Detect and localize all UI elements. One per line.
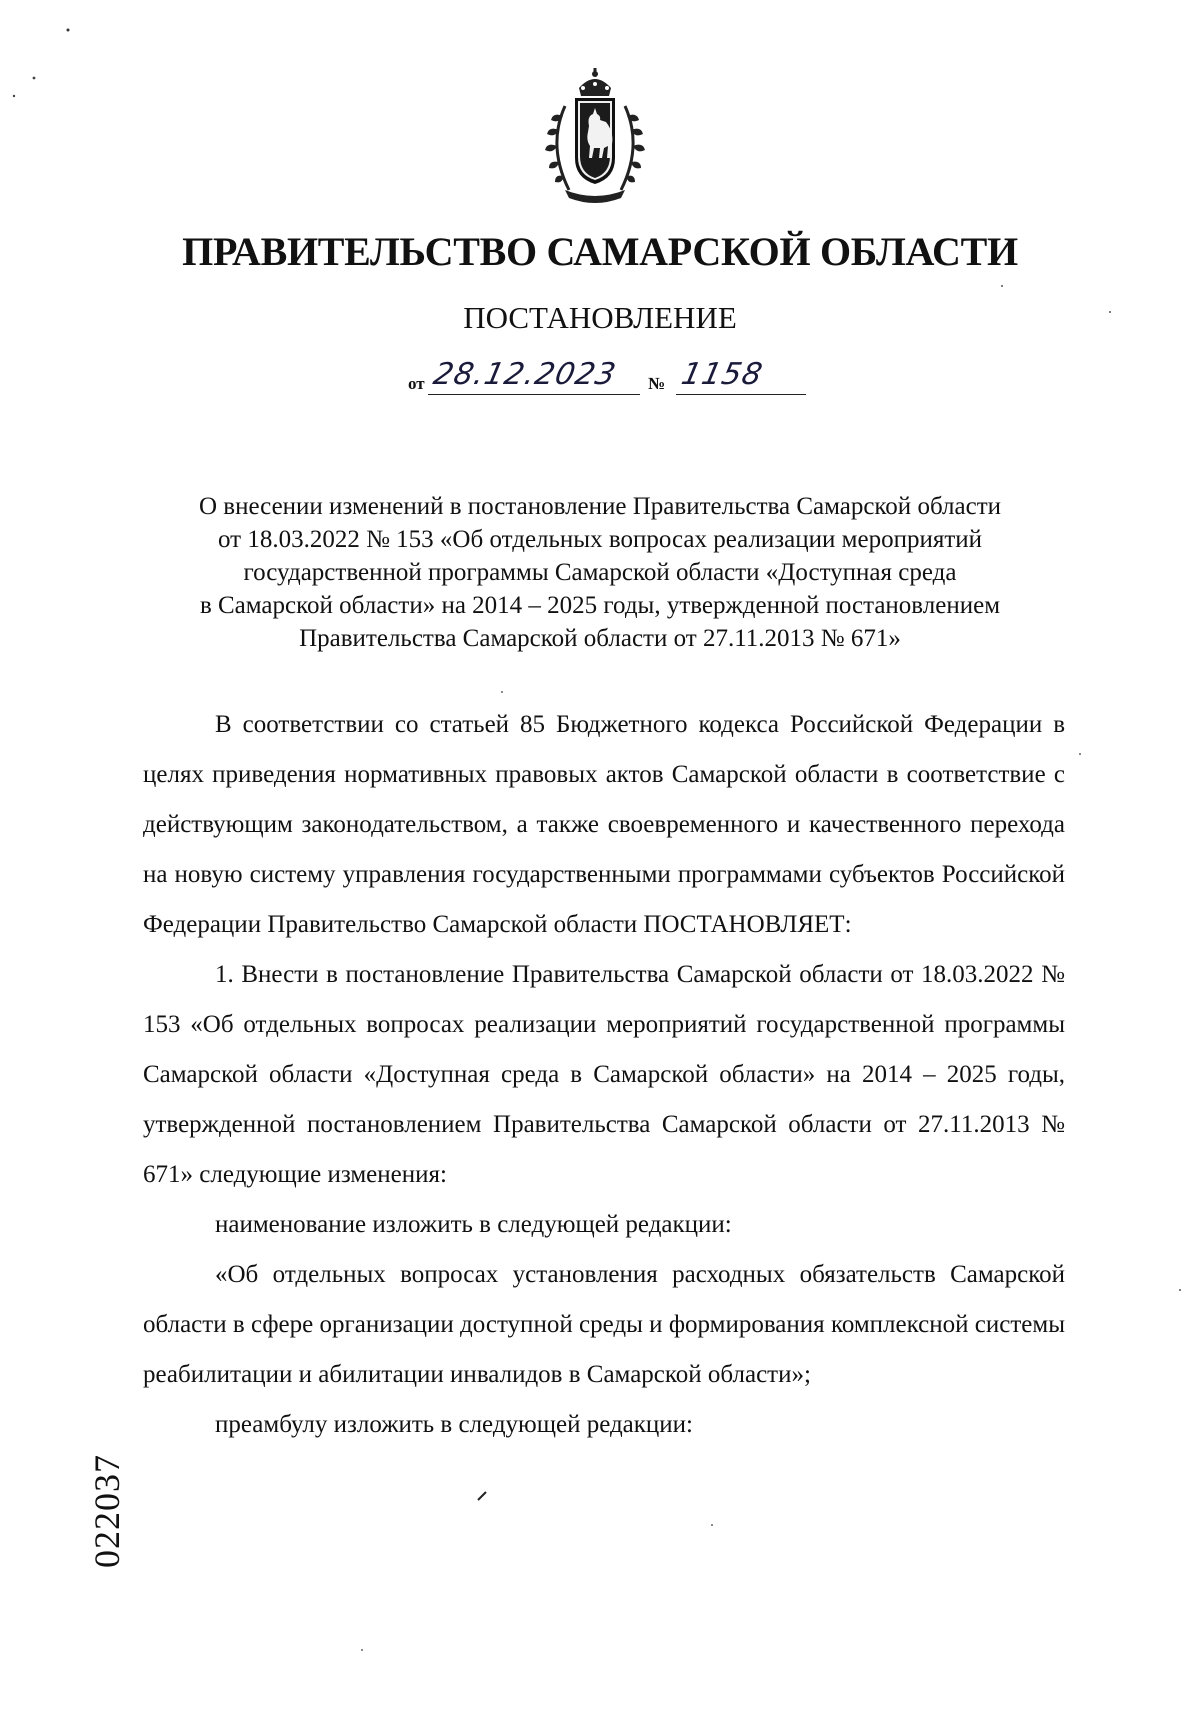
new-name-paragraph: «Об отдельных вопросах установления расходных обязательств Самарской области в сфере организации доступной среды и формирования комплексной системы реабилитации и абилитации инвалидов в Самарской области»; [143,1261,1065,1388]
date-underline [428,394,640,395]
document-body [143,700,1065,1450]
subject-line: Правительства Самарской области от 27.11.2013 № 671» [299,625,901,652]
organization-title: ПРАВИТЕЛЬСТВО САМАРСКОЙ ОБЛАСТИ [182,229,1018,274]
date-label: от [408,374,425,393]
number-label: № [648,374,666,393]
date-value: 28.12.2023 [430,357,620,392]
subject-line: государственной программы Самарской области «Доступная среда [243,559,957,586]
subject-line: О внесении изменений в постановление Правительства Самарской области [198,493,1002,520]
preamble-paragraph: В соответствии со статьей 85 Бюджетного кодекса Российской Федерации в целях приведения нормативных правовых актов Самарской области в соответствие с действующим законодательством, а также своевременного и качественного перехода на новую систему управления государственными программами субъектов Российской Федерации Правительство Самарской области ПОСТАНОВЛЯЕТ: [143,711,1065,938]
document-type: ПОСТАНОВЛЕНИЕ [463,300,737,335]
document-date-number [408,358,808,398]
item-1-paragraph: 1. Внести в постановление Правительства Самарской области от 18.03.2022 № 153 «Об отдельных вопросах реализации мероприятий государственной программы Самарской области «Доступная среда в Самарской области» на 2014 – 2025 годы, утвержденной постановлением Правительства Самарской области от 27.11.2013 № 671» следующие изменения: [143,961,1065,1188]
subject-line: в Самарской области» на 2014 – 2025 годы, утвержденной постановлением [199,592,1001,619]
document-subject [120,490,1080,655]
coat-of-arms-icon [535,66,655,206]
number-underline [676,394,806,395]
preamble-instruction-paragraph: преамбулу изложить в следующей редакции: [215,1411,694,1438]
number-value: 1158 [678,357,767,392]
name-instruction-paragraph: наименование изложить в следующей редакции: [215,1211,732,1238]
sheet-serial-number: 022037 [87,1454,127,1568]
subject-line: от 18.03.2022 № 153 «Об отдельных вопросах реализации мероприятий [217,526,983,553]
